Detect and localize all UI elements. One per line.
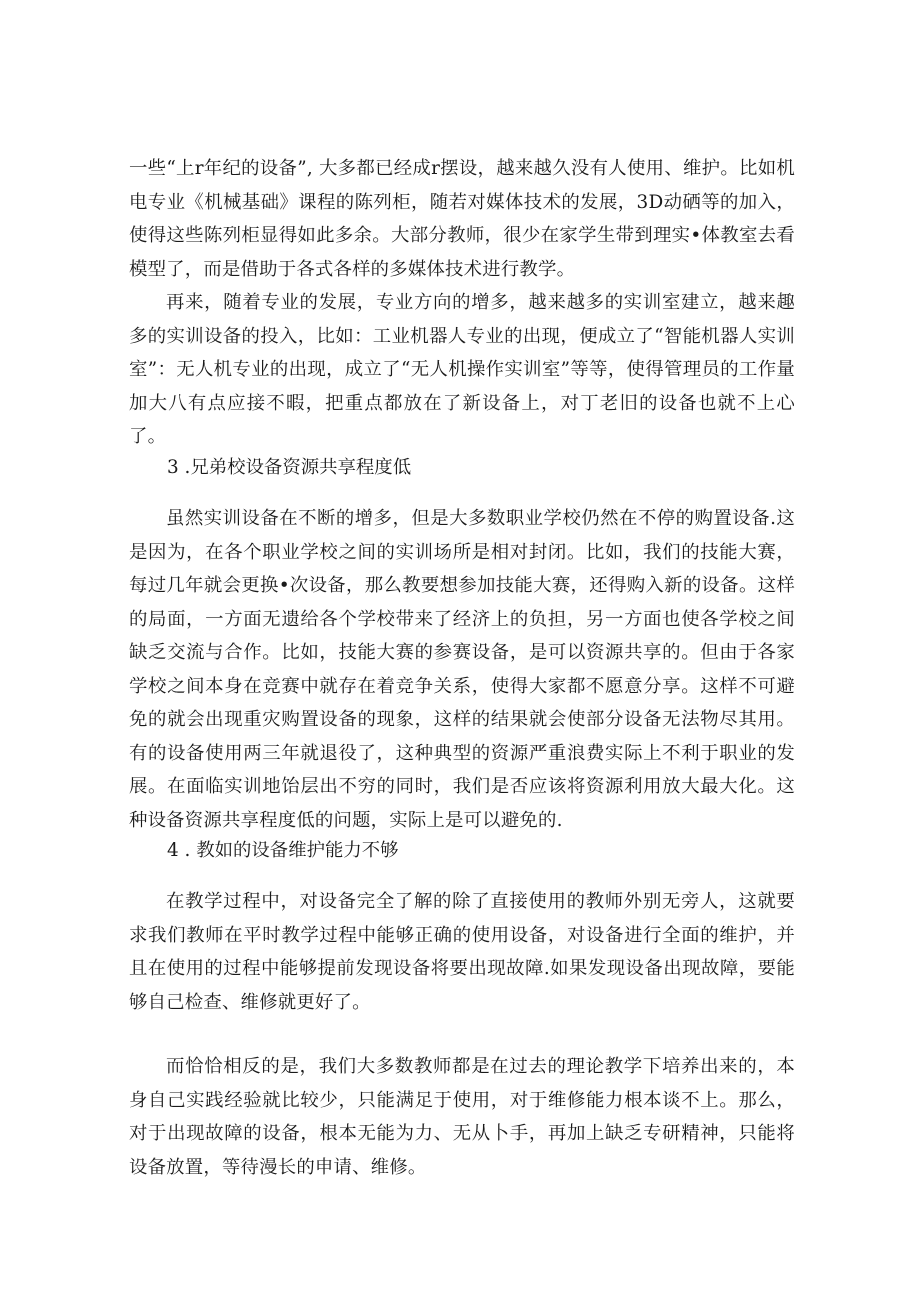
paragraph-2: 再来，随着专业的发展，专业方向的增多，越来越多的实训室建立，越来趣多的实训设备的投入，比如：工业机器人专业的出现，便成立了“智能机器人实训室”：无人机专业的出现，成立了“无人机操作实训室”等等，使得管理员的工作量加大八有点应接不暇，把重点都放在了新设备上，对丁老旧的设备也就不上心了。 bbox=[129, 292, 795, 447]
paragraph-5: 而恰恰相反的是，我们大多数教师都是在过去的理论教学下培养出来的，本身自己实践经验就比较少，只能满足于使用，对于维修能力根本谈不上。那么，对于出现故障的设备，根本无能为力、无从卜手，再加上缺乏专研精神，只能将设备放置，等待漫长的申请、维修。 bbox=[129, 1056, 795, 1178]
paragraph-1: 一些“上r年纪的设备”, 大多都已经成r摆设，越来越久没有人使用、维护。比如机电专业《机械基础》课程的陈列柜，随若对媒体技术的发展，3D动硒等的加入，使得这些陈列柜显得如此多余。大部分教师，很少在家学生带到理实•体教室去看模型了，而是借助于各式各样的多媒体技术进行教学。 bbox=[129, 158, 795, 280]
paragraph-3: 虽然实训设备在不断的增多，但是大多数职业学校仍然在不停的购置设备.这是因为，在各个职业学校之间的实训场所是相对封闭。比如，我们的技能大赛，每过几年就会更换•次设备，那么教要想参加技能大赛，还得购入新的设备。这样的局面，一方面无遗给各个学校带来了经济上的负担，另一方面也使各学校之间缺乏交流与合作。比如，技能大赛的参赛设备，是可以资源共享的。但由于各家学校之间本身在竞赛中就存在着竞争关系，使得大家都不愿意分享。这样不可避免的就会出现重灾购置设备的现象，这样的结果就会使部分设备无法物尽其用。有的设备使用两三年就退役了，这种典型的资源严重浪费实际上不利于职业的发展。在面临实训地饴层出不穷的同时，我们是否应该将资源利用放大最大化。这种设备资源共享程度低的问题，实际上是可以避免的. bbox=[129, 508, 795, 831]
section-heading-3: 3 .兄弟校设备资源共享程度低 bbox=[167, 457, 412, 478]
section-heading-4: 4 . 教如的设备维护能力不够 bbox=[167, 840, 399, 861]
paragraph-4: 在教学过程中，对设备完全了解的除了直接使用的教师外别无旁人，这就要求我们教师在平时教学过程中能够正确的使用设备，对设备进行全面的维护，并且在使用的过程中能够提前发现设备将要出现故障.如果发现设备出现故障，要能够自己检查、维修就更好了。 bbox=[129, 891, 795, 1013]
